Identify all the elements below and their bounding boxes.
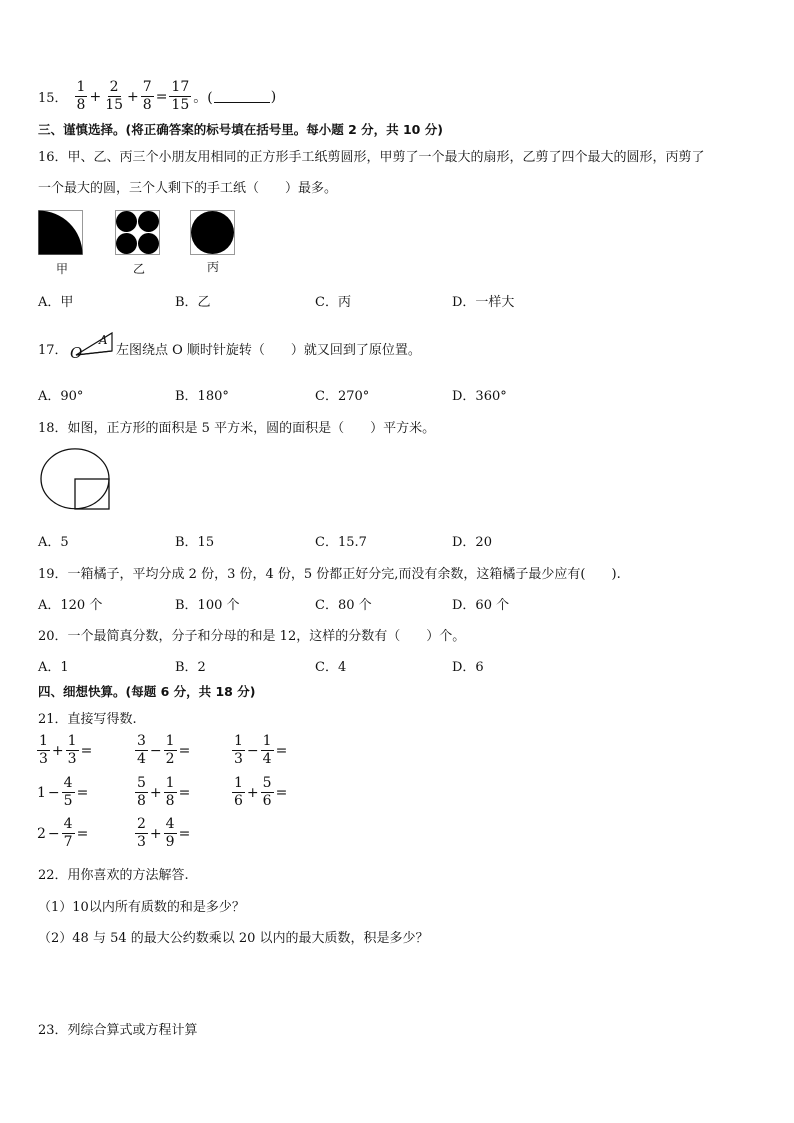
option-b[interactable]: B．180° bbox=[175, 389, 229, 404]
figure-four-circles bbox=[115, 210, 161, 256]
point-a-label: A bbox=[99, 333, 108, 347]
option-b[interactable]: B．2 bbox=[175, 660, 206, 675]
figure-circle-square bbox=[40, 448, 114, 512]
calc-item: $\frac{1}{3}$ + $\frac{1}{3}$ = bbox=[39, 733, 93, 767]
question-17-text: 左图绕点 O 顺时针旋转（ ）就又回到了原位置。 bbox=[116, 343, 421, 358]
option-b[interactable]: B．15 bbox=[175, 535, 215, 550]
question-21-text: 21．直接写得数. bbox=[38, 712, 137, 727]
option-d[interactable]: D．20 bbox=[452, 535, 492, 550]
option-d[interactable]: D．60 个 bbox=[452, 598, 510, 613]
option-b[interactable]: B．100 个 bbox=[175, 598, 240, 613]
section-heading-3: 三、谨慎选择。(将正确答案的标号填在括号里。每小题 2 分，共 10 分) bbox=[38, 122, 443, 137]
option-a[interactable]: A．5 bbox=[38, 535, 69, 550]
option-d[interactable]: D．360° bbox=[452, 389, 507, 404]
calc-item: $\frac{1}{3}$ − $\frac{1}{4}$ = bbox=[234, 733, 288, 767]
question-15: 15． $\frac{1}{8}$ + $\frac{2}{15}$ + $\frac{7}{8}$ = $\frac{17}{15}$ 。( ) bbox=[38, 79, 277, 113]
calc-item: $\frac{2}{3}$ + $\frac{4}{9}$ = bbox=[137, 816, 191, 850]
question-number: 15． bbox=[38, 91, 68, 106]
fraction: $\frac{1}{8}$ bbox=[76, 79, 86, 113]
question-18-text: 18．如图，正方形的面积是 5 平方米，圆的面积是（ ）平方米。 bbox=[38, 421, 436, 436]
calc-item: 2 − $\frac{4}{7}$ = bbox=[37, 816, 89, 850]
option-a[interactable]: A．120 个 bbox=[38, 598, 103, 613]
figure-label: 甲 bbox=[56, 262, 69, 276]
question-20-text: 20．一个最简真分数，分子和分母的和是 12，这样的分数有（ ）个。 bbox=[38, 629, 466, 644]
calc-item: 1 − $\frac{4}{5}$ = bbox=[37, 775, 89, 809]
section-heading-4: 四、细想快算。(每题 6 分，共 18 分) bbox=[38, 684, 256, 699]
option-c[interactable]: C．丙 bbox=[315, 295, 351, 310]
option-a[interactable]: A．90° bbox=[38, 389, 84, 404]
option-c[interactable]: C．15.7 bbox=[315, 535, 367, 550]
fraction: $\frac{2}{15}$ bbox=[105, 79, 124, 113]
question-22-text: 22．用你喜欢的方法解答. bbox=[38, 868, 189, 883]
figure-label: 乙 bbox=[133, 262, 146, 276]
question-number: 17． bbox=[38, 343, 68, 358]
option-a[interactable]: A．甲 bbox=[38, 295, 74, 310]
calc-item: $\frac{5}{8}$ + $\frac{1}{8}$ = bbox=[137, 775, 191, 809]
fraction: $\frac{7}{8}$ bbox=[142, 79, 152, 113]
question-22-sub1: （1）10以内所有质数的和是多少？ bbox=[38, 900, 245, 915]
option-c[interactable]: C．80 个 bbox=[315, 598, 372, 613]
figure-label: 丙 bbox=[207, 260, 220, 274]
answer-blank[interactable] bbox=[214, 91, 270, 103]
calc-item: $\frac{1}{6}$ + $\frac{5}{6}$ = bbox=[234, 775, 288, 809]
option-c[interactable]: C．4 bbox=[315, 660, 347, 675]
fraction: $\frac{17}{15}$ bbox=[171, 79, 190, 113]
question-16-line1: 16．甲、乙、丙三个小朋友用相同的正方形手工纸剪圆形，甲剪了一个最大的扇形，乙剪了四个最大的圆形，丙剪了 bbox=[38, 150, 705, 165]
question-22-sub2: （2）48 与 54 的最大公约数乘以 20 以内的最大质数，积是多少？ bbox=[38, 931, 429, 946]
option-c[interactable]: C．270° bbox=[315, 389, 370, 404]
point-o-label: O bbox=[70, 344, 83, 362]
option-b[interactable]: B．乙 bbox=[175, 295, 211, 310]
option-d[interactable]: D．一样大 bbox=[452, 295, 515, 310]
option-d[interactable]: D．6 bbox=[452, 660, 484, 675]
option-a[interactable]: A．1 bbox=[38, 660, 69, 675]
figure-quarter-circle bbox=[38, 210, 84, 256]
question-23-text: 23．列综合算式或方程计算 bbox=[38, 1023, 198, 1038]
question-19-text: 19．一箱橘子，平均分成 2 份，3 份，4 份，5 份都正好分完,而没有余数，这箱橘子最少应有( ). bbox=[38, 567, 621, 582]
calc-item: $\frac{3}{4}$ − $\frac{1}{2}$ = bbox=[137, 733, 191, 767]
figure-big-circle bbox=[190, 210, 236, 256]
question-16-line2: 一个最大的圆，三个人剩下的手工纸（ ）最多。 bbox=[38, 181, 338, 196]
